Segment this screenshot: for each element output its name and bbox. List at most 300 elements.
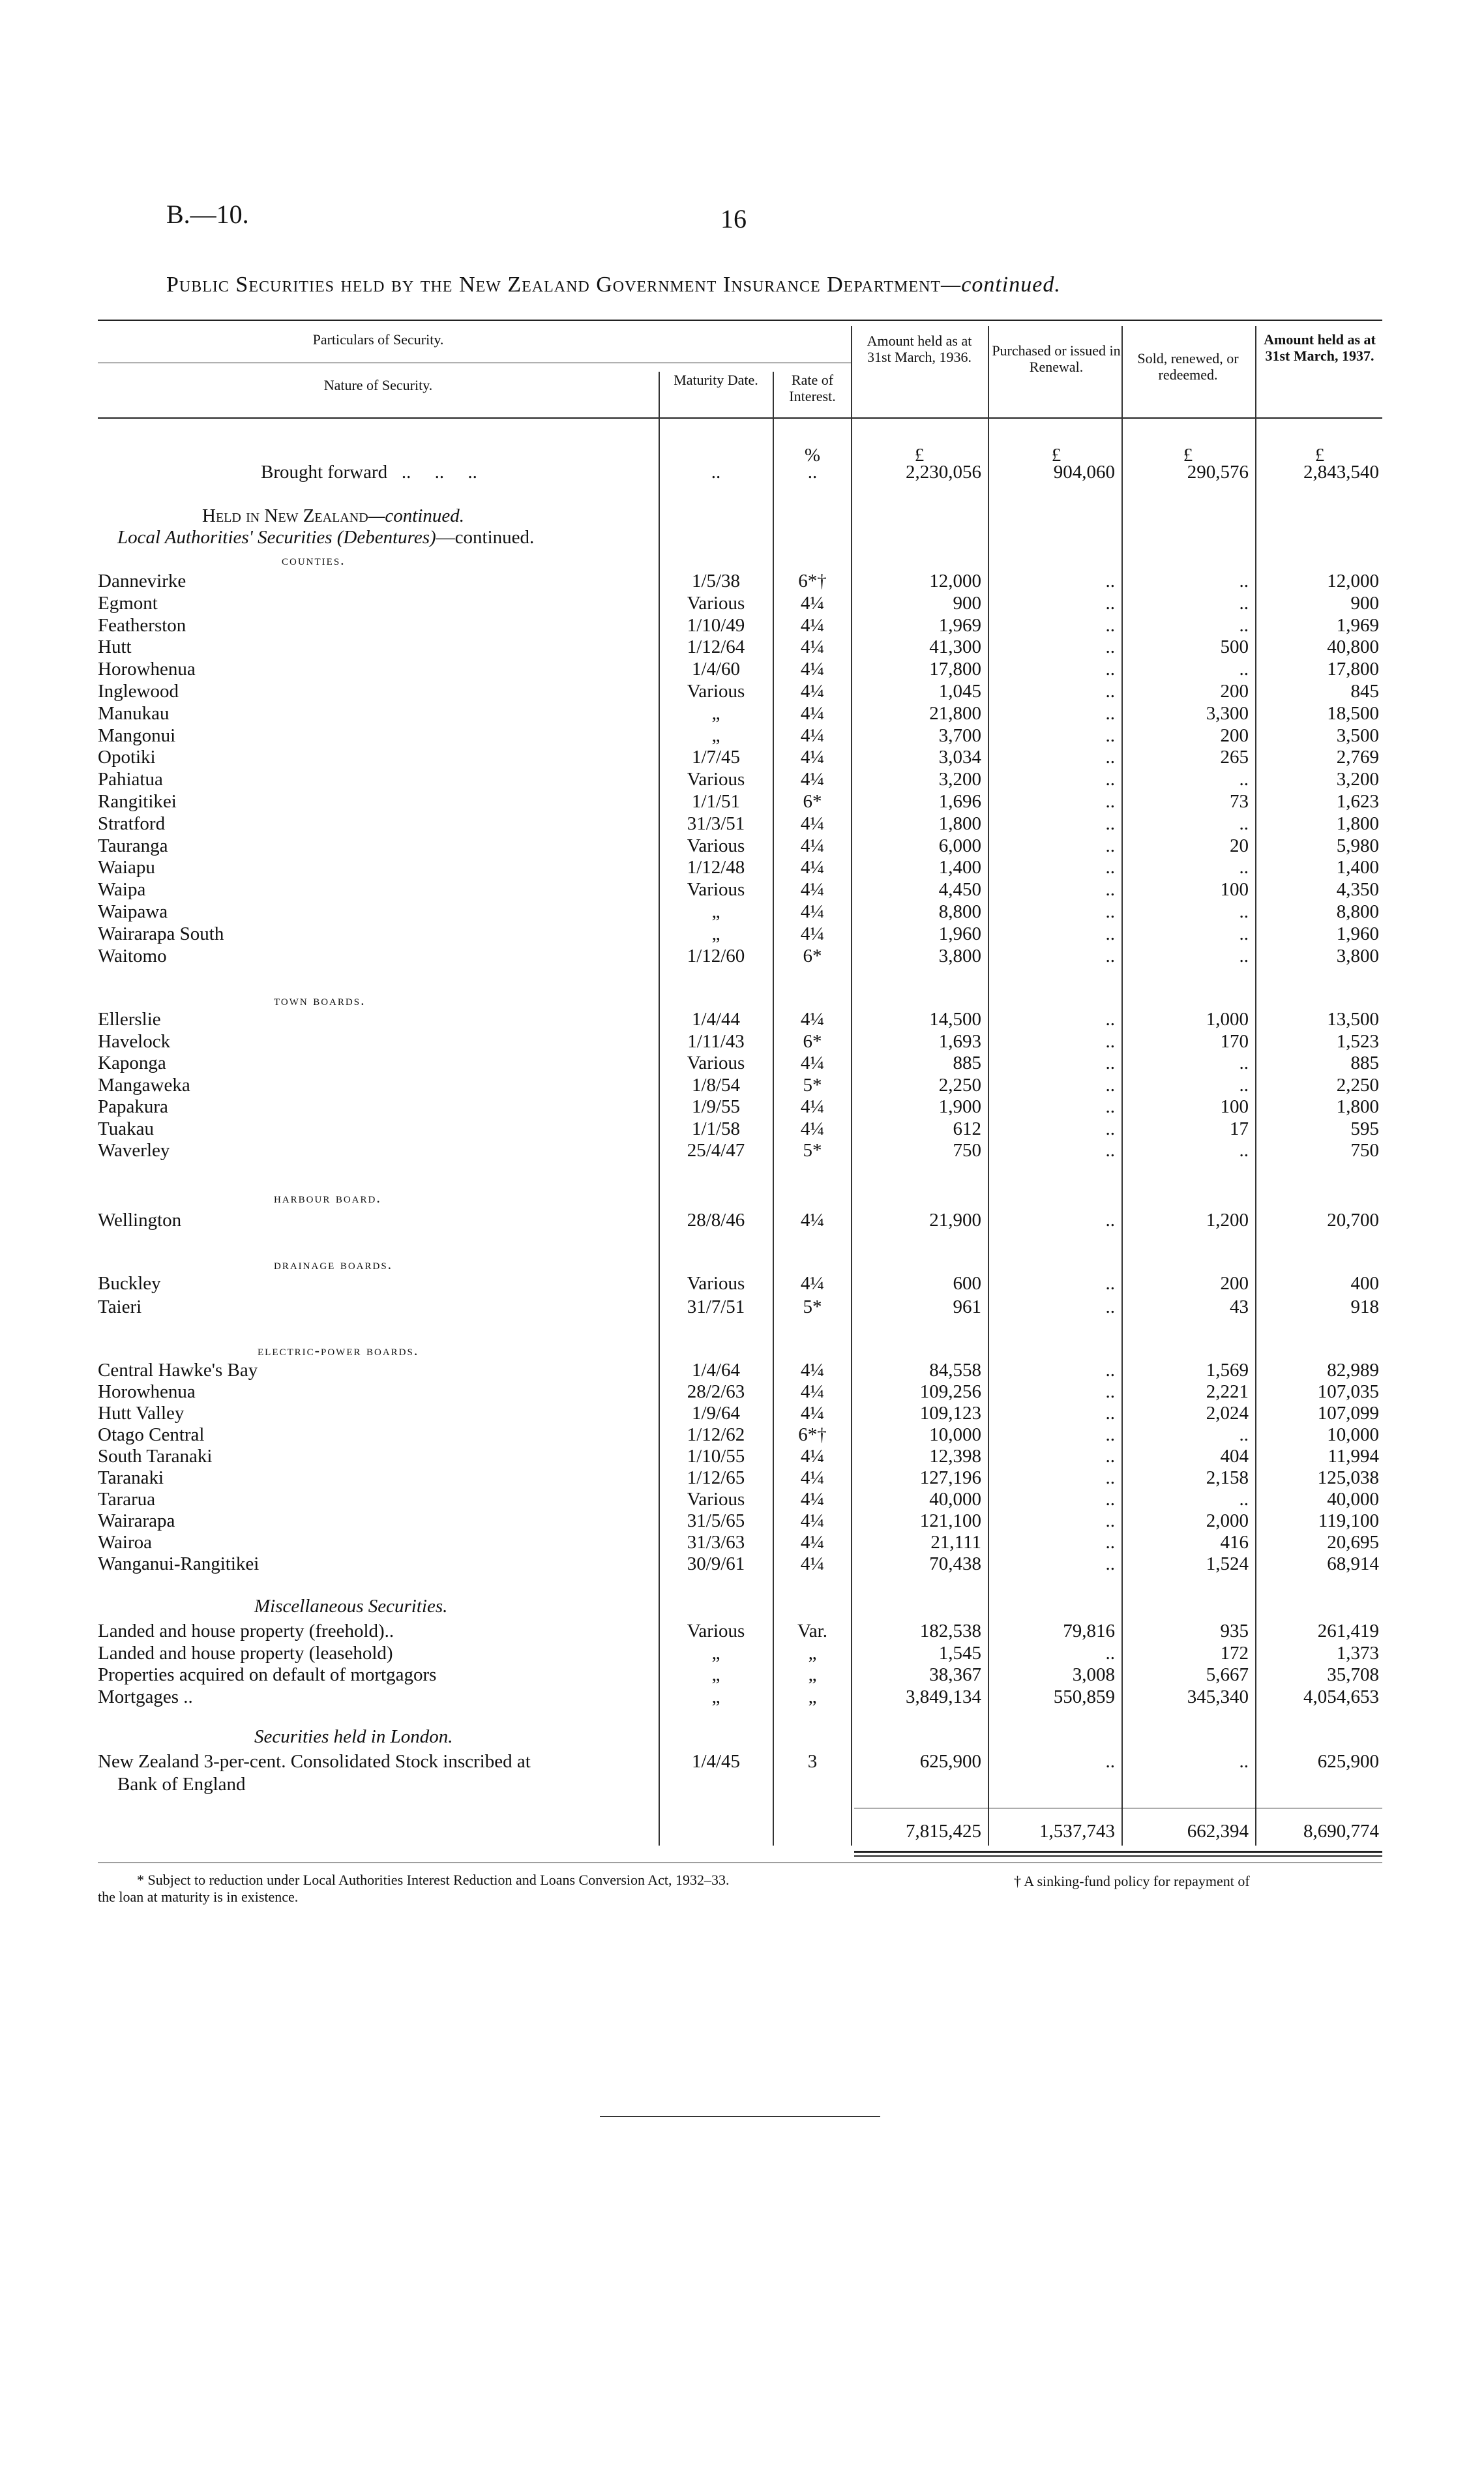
amount-1937-cell: 82,989 — [1327, 1360, 1379, 1381]
security-name-continued: Bank of England — [117, 1774, 246, 1795]
purchased-cell: .. — [1105, 636, 1115, 658]
amount-1936-cell: 38,367 — [929, 1664, 981, 1685]
purchased-cell: .. — [1105, 725, 1115, 746]
amount-1937-cell: 261,419 — [1317, 1621, 1379, 1641]
purchased-cell: .. — [1105, 1403, 1115, 1424]
rate-cell: 4¼ — [800, 1118, 825, 1139]
amount-1936-cell: 1,693 — [938, 1030, 981, 1052]
amount-1936-cell: 961 — [953, 1296, 981, 1317]
sold-cell: 345,340 — [1187, 1686, 1249, 1707]
rate-cell: 4¼ — [800, 835, 825, 856]
purchased-cell: .. — [1105, 857, 1115, 878]
amount-1936-cell: 1,960 — [938, 923, 981, 944]
unit-rate: % — [804, 445, 821, 466]
sold-cell: 200 — [1220, 681, 1249, 702]
rate-cell: 4¼ — [800, 1053, 825, 1073]
amount-1936-cell: 182,538 — [919, 1621, 981, 1641]
amount-1936-cell: 109,256 — [919, 1381, 981, 1402]
amount-1936-cell: 10,000 — [929, 1424, 981, 1445]
maturity-cell: Various — [687, 1489, 745, 1510]
purchased-cell: .. — [1105, 592, 1115, 614]
amount-1937-cell: 20,695 — [1327, 1532, 1379, 1553]
page-number: 16 — [720, 204, 747, 233]
sold-cell: 2,024 — [1206, 1403, 1249, 1424]
security-name: Mangonui — [98, 725, 176, 746]
purchased-cell: .. — [1105, 1467, 1115, 1488]
maturity-cell: „ — [711, 725, 720, 746]
maturity-cell: „ — [711, 1664, 720, 1685]
page-title-main: Public Securities held by the New Zealand Government Insurance Department — [166, 273, 942, 297]
purchased-cell: 550,859 — [1053, 1686, 1115, 1707]
security-name: Stratford — [98, 813, 166, 834]
rate-cell: 3 — [807, 1751, 818, 1772]
security-name: Landed and house property (leasehold) — [98, 1642, 393, 1664]
sold-cell: .. — [1239, 813, 1249, 834]
purchased-cell: .. — [1105, 1053, 1115, 1073]
maturity-cell: „ — [711, 923, 720, 944]
sold-cell: .. — [1239, 945, 1249, 966]
maturity-cell: 30/9/61 — [687, 1553, 745, 1574]
brought-forward-text: Brought forward — [261, 462, 388, 483]
amount-1937-cell: 2,250 — [1336, 1074, 1379, 1096]
rate-cell: 5* — [803, 1296, 822, 1317]
purchased-cell: 3,008 — [1072, 1664, 1115, 1685]
maturity-cell: Various — [687, 681, 745, 702]
purchased-cell: .. — [1105, 813, 1115, 834]
amount-1937-cell: 18,500 — [1327, 702, 1379, 724]
sold-cell: .. — [1239, 1074, 1249, 1096]
security-name: Hutt — [98, 636, 132, 658]
sold-cell: 20 — [1230, 835, 1249, 856]
purchased-cell: .. — [1105, 1446, 1115, 1467]
security-name: Pahiatua — [98, 769, 163, 790]
amount-1937-cell: 845 — [1350, 681, 1379, 702]
amount-1936-cell: 1,545 — [938, 1642, 981, 1664]
amount-1937-cell: 5,980 — [1336, 835, 1379, 856]
maturity-cell: 28/8/46 — [687, 1210, 745, 1231]
header-amount-1937: Amount held as at 31st March, 1937. — [1264, 331, 1376, 364]
sold-cell: 3,300 — [1206, 702, 1249, 724]
maturity-cell: 1/9/64 — [691, 1403, 741, 1424]
security-name: South Taranaki — [98, 1446, 213, 1467]
amount-1936-cell: 41,300 — [929, 636, 981, 658]
maturity-cell: 1/4/60 — [691, 659, 741, 680]
security-name: Buckley — [98, 1273, 161, 1294]
amount-1936-cell: 109,123 — [919, 1403, 981, 1424]
sold-cell: 1,200 — [1206, 1210, 1249, 1231]
security-name: Mangaweka — [98, 1074, 190, 1096]
header-amount-1936: Amount held as at 31st March, 1936. — [867, 333, 972, 365]
amount-1936-cell: 2,230,056 — [906, 462, 981, 483]
purchased-cell: 904,060 — [1053, 462, 1115, 483]
security-name: Ellerslie — [98, 1009, 161, 1030]
header-sold: Sold, renewed, or redeemed. — [1137, 350, 1239, 383]
amount-1936-cell: 2,250 — [938, 1074, 981, 1096]
security-name: Egmont — [98, 592, 158, 614]
amount-1937-cell: 3,800 — [1336, 945, 1379, 966]
amount-1936-cell: 121,100 — [919, 1510, 981, 1531]
unit-amount-1936: £ — [914, 445, 925, 466]
purchased-cell: .. — [1105, 769, 1115, 790]
purchased-cell: .. — [1105, 1074, 1115, 1096]
amount-1937-cell: 2,769 — [1336, 747, 1379, 768]
purchased-cell: .. — [1105, 1009, 1115, 1030]
header-purchased: Purchased or issued in Renewal. — [992, 342, 1121, 375]
amount-1937-cell: 20,700 — [1327, 1210, 1379, 1231]
local-auth-suffix: —continued. — [436, 527, 535, 548]
rate-cell: 4¼ — [800, 1381, 825, 1402]
sold-cell: .. — [1239, 901, 1249, 922]
sold-cell: 170 — [1220, 1030, 1249, 1052]
amount-1937-cell: 4,350 — [1336, 879, 1379, 901]
purchased-cell: .. — [1105, 1030, 1115, 1052]
purchased-cell: .. — [1105, 571, 1115, 592]
purchased-cell: .. — [1105, 747, 1115, 768]
purchased-cell: .. — [1105, 1510, 1115, 1531]
amount-1937-cell: 8,800 — [1336, 901, 1379, 922]
security-name: Havelock — [98, 1030, 171, 1052]
rate-cell: „ — [808, 1642, 817, 1664]
amount-1936-cell: 40,000 — [929, 1489, 981, 1510]
rate-cell: 4¼ — [800, 614, 825, 636]
amount-1936-cell: 625,900 — [919, 1751, 981, 1772]
amount-1937-cell: 107,099 — [1317, 1403, 1379, 1424]
rate-cell: 4¼ — [800, 1210, 825, 1231]
section-heading: counties. — [282, 552, 346, 568]
sold-cell: 43 — [1230, 1296, 1249, 1317]
sold-cell: 5,667 — [1206, 1664, 1249, 1685]
amount-1937-cell: 1,623 — [1336, 791, 1379, 812]
rate-cell: 4¼ — [800, 725, 825, 746]
header-maturity: Maturity Date. — [674, 372, 758, 388]
rate-cell: 4¼ — [800, 1446, 825, 1467]
local-auth-text: Local Authorities' Securities (Debentures) — [117, 527, 436, 548]
maturity-cell: 1/1/58 — [691, 1118, 741, 1139]
rate-cell: 4¼ — [800, 681, 825, 702]
security-name: Wanganui-Rangitikei — [98, 1553, 260, 1574]
security-name: Tararua — [98, 1489, 156, 1510]
amount-1936-cell: 21,800 — [929, 702, 981, 724]
maturity-cell: 28/2/63 — [687, 1381, 745, 1402]
sold-cell: 404 — [1220, 1446, 1249, 1467]
security-name: Wairarapa — [98, 1510, 175, 1531]
maturity-cell: Various — [687, 592, 745, 614]
rate-cell: 4¼ — [800, 1096, 825, 1117]
maturity-cell: 1/4/45 — [691, 1751, 741, 1772]
rate-cell: 4¼ — [800, 1467, 825, 1488]
security-name: Otago Central — [98, 1424, 205, 1445]
sold-cell: 200 — [1220, 1273, 1249, 1294]
section-heading: town boards. — [274, 992, 366, 1008]
header-nature: Nature of Security. — [323, 377, 433, 393]
rate-cell: 4¼ — [800, 1510, 825, 1531]
sold-cell: 73 — [1230, 791, 1249, 812]
maturity-cell: Various — [687, 835, 745, 856]
security-name: Mortgages .. — [98, 1686, 193, 1707]
security-name: Horowhenua — [98, 659, 196, 680]
purchased-cell: .. — [1105, 835, 1115, 856]
security-name: Inglewood — [98, 681, 179, 702]
sold-cell: 200 — [1220, 725, 1249, 746]
rate-cell: 6*† — [798, 571, 827, 592]
amount-1936-cell: 21,111 — [930, 1532, 981, 1553]
purchased-cell: .. — [1105, 923, 1115, 944]
amount-1937-cell: 10,000 — [1327, 1424, 1379, 1445]
security-name: Hutt Valley — [98, 1403, 185, 1424]
purchased-cell: .. — [1105, 1642, 1115, 1664]
maturity-cell: 1/12/62 — [687, 1424, 745, 1445]
amount-1936-cell: 900 — [953, 592, 981, 614]
amount-1937-cell: 400 — [1350, 1273, 1379, 1294]
amount-1937-cell: 3,500 — [1336, 725, 1379, 746]
unit-sold: £ — [1183, 445, 1193, 466]
purchased-cell: .. — [1105, 1096, 1115, 1117]
rate-cell: 4¼ — [800, 923, 825, 944]
sold-cell: 100 — [1220, 879, 1249, 901]
purchased-cell: .. — [1105, 1751, 1115, 1772]
security-name: Taieri — [98, 1296, 142, 1317]
sold-cell: .. — [1239, 923, 1249, 944]
amount-1937-cell: 107,035 — [1317, 1381, 1379, 1402]
sold-cell: .. — [1239, 1140, 1249, 1161]
amount-1937-cell: 2,843,540 — [1303, 462, 1379, 483]
amount-1936-cell: 17,800 — [929, 659, 981, 680]
rate-cell: 4¼ — [800, 1009, 825, 1030]
amount-1937-cell: 1,373 — [1336, 1642, 1379, 1664]
amount-1937-cell: 12,000 — [1327, 571, 1379, 592]
amount-1937-cell: 40,800 — [1327, 636, 1379, 658]
amount-1937-cell: 11,994 — [1328, 1446, 1379, 1467]
amount-1937-cell: 918 — [1350, 1296, 1379, 1317]
sold-cell: .. — [1239, 1424, 1249, 1445]
maturity-cell: 1/10/55 — [687, 1446, 745, 1467]
page-title — [166, 273, 1061, 297]
maturity-cell: „ — [711, 1686, 720, 1707]
amount-1937-cell: 35,708 — [1327, 1664, 1379, 1685]
maturity-cell: 1/7/45 — [691, 747, 741, 768]
amount-1937-cell: 900 — [1350, 592, 1379, 614]
rate-cell: 4¼ — [800, 1532, 825, 1553]
rate-cell: 6* — [803, 945, 822, 966]
document-reference: B.—10. — [166, 200, 249, 229]
section-heading: Miscellaneous Securities. — [254, 1596, 448, 1617]
footnote-star: * Subject to reduction under Local Authorities Interest Reduction and Loans Conversion Act, 1932–33. — [137, 1872, 730, 1888]
rate-cell: 4¼ — [800, 1273, 825, 1294]
totals-double-rule — [854, 1851, 1382, 1853]
security-name: Papakura — [98, 1096, 168, 1117]
total-amount-1936: 7,815,425 — [906, 1821, 981, 1842]
section-heading: Securities held in London. — [254, 1726, 453, 1747]
sold-cell: 100 — [1220, 1096, 1249, 1117]
rate-cell: 4¼ — [800, 659, 825, 680]
amount-1936-cell: 12,000 — [929, 571, 981, 592]
security-name: Wellington — [98, 1210, 182, 1231]
rate-cell: 4¼ — [800, 1360, 825, 1381]
local-authorities-heading — [117, 527, 534, 548]
rate-cell: .. — [807, 462, 818, 483]
sold-cell: 2,000 — [1206, 1510, 1249, 1531]
purchased-cell: .. — [1105, 1118, 1115, 1139]
maturity-cell: 1/12/60 — [687, 945, 745, 966]
maturity-cell: Various — [687, 879, 745, 901]
security-name: Dannevirke — [98, 571, 186, 592]
totals-double-rule — [854, 1855, 1382, 1857]
amount-1936-cell: 70,438 — [929, 1553, 981, 1574]
amount-1937-cell: 125,038 — [1317, 1467, 1379, 1488]
held-nz-heading — [202, 505, 464, 527]
sold-cell: 1,000 — [1206, 1009, 1249, 1030]
security-name: Wairarapa South — [98, 923, 224, 944]
sold-cell: 17 — [1230, 1118, 1249, 1139]
security-name: Rangitikei — [98, 791, 177, 812]
rate-cell: 6* — [803, 791, 822, 812]
rate-cell: 6* — [803, 1030, 822, 1052]
amount-1936-cell: 750 — [953, 1140, 981, 1161]
maturity-cell: 1/1/51 — [691, 791, 741, 812]
amount-1936-cell: 8,800 — [938, 901, 981, 922]
rate-cell: 4¼ — [800, 636, 825, 658]
maturity-cell: „ — [711, 901, 720, 922]
table-top-rule — [98, 320, 1382, 321]
maturity-cell: 1/5/38 — [691, 571, 741, 592]
maturity-cell: 1/9/55 — [691, 1096, 741, 1117]
security-name: Manukau — [98, 702, 170, 724]
amount-1936-cell: 3,200 — [938, 769, 981, 790]
sold-cell: .. — [1239, 857, 1249, 878]
amount-1937-cell: 625,900 — [1317, 1751, 1379, 1772]
rate-cell: „ — [808, 1664, 817, 1685]
security-name: Featherston — [98, 614, 186, 636]
sold-cell: 265 — [1220, 747, 1249, 768]
rate-cell: 6*† — [798, 1424, 827, 1445]
amount-1937-cell: 1,800 — [1336, 813, 1379, 834]
security-name: Properties acquired on default of mortgagors — [98, 1664, 437, 1685]
amount-1936-cell: 1,045 — [938, 681, 981, 702]
page-title-suffix: —continued. — [941, 273, 1061, 297]
purchased-cell: .. — [1105, 1140, 1115, 1161]
amount-1937-cell: 1,969 — [1336, 614, 1379, 636]
amount-1937-cell: 68,914 — [1327, 1553, 1379, 1574]
sold-cell: .. — [1239, 1751, 1249, 1772]
sold-cell: .. — [1239, 1053, 1249, 1073]
amount-1936-cell: 6,000 — [938, 835, 981, 856]
purchased-cell: .. — [1105, 1360, 1115, 1381]
sold-cell: 290,576 — [1187, 462, 1249, 483]
brought-forward-label: Brought forward .. .. .. — [261, 462, 477, 483]
security-name: Kaponga — [98, 1053, 166, 1073]
amount-1936-cell: 3,849,134 — [906, 1686, 981, 1707]
purchased-cell: .. — [1105, 879, 1115, 901]
amount-1937-cell: 17,800 — [1327, 659, 1379, 680]
purchased-cell: .. — [1105, 1532, 1115, 1553]
maturity-cell: 31/3/63 — [687, 1532, 745, 1553]
rate-cell: 4¼ — [800, 747, 825, 768]
purchased-cell: .. — [1105, 659, 1115, 680]
maturity-cell: „ — [711, 702, 720, 724]
sold-cell: 935 — [1220, 1621, 1249, 1641]
amount-1936-cell: 1,900 — [938, 1096, 981, 1117]
security-name: Horowhenua — [98, 1381, 196, 1402]
purchased-cell: .. — [1105, 945, 1115, 966]
unit-purchased: £ — [1051, 445, 1061, 466]
rate-cell: 5* — [803, 1074, 822, 1096]
sold-cell: .. — [1239, 1489, 1249, 1510]
amount-1936-cell: 885 — [953, 1053, 981, 1073]
rate-cell: 4¼ — [800, 702, 825, 724]
rate-cell: Var. — [797, 1621, 827, 1641]
maturity-cell: 1/11/43 — [687, 1030, 745, 1052]
maturity-cell: Various — [687, 769, 745, 790]
sold-cell: 2,158 — [1206, 1467, 1249, 1488]
amount-1937-cell: 4,054,653 — [1303, 1686, 1379, 1707]
held-nz-suffix: —continued. — [368, 505, 465, 526]
amount-1936-cell: 612 — [953, 1118, 981, 1139]
sold-cell: .. — [1239, 614, 1249, 636]
amount-1937-cell: 750 — [1350, 1140, 1379, 1161]
maturity-cell: 1/12/65 — [687, 1467, 745, 1488]
amount-1936-cell: 3,700 — [938, 725, 981, 746]
amount-1937-cell: 1,800 — [1336, 1096, 1379, 1117]
purchased-cell: .. — [1105, 1296, 1115, 1317]
amount-1937-cell: 1,400 — [1336, 857, 1379, 878]
rate-cell: „ — [808, 1686, 817, 1707]
security-name: Taranaki — [98, 1467, 164, 1488]
purchased-cell: .. — [1105, 901, 1115, 922]
sold-cell: .. — [1239, 659, 1249, 680]
purchased-cell: .. — [1105, 1273, 1115, 1294]
purchased-cell: .. — [1105, 1553, 1115, 1574]
purchased-cell: .. — [1105, 1210, 1115, 1231]
purchased-cell: .. — [1105, 614, 1115, 636]
security-name: Waverley — [98, 1140, 170, 1161]
amount-1937-cell: 1,960 — [1336, 923, 1379, 944]
purchased-cell: .. — [1105, 1424, 1115, 1445]
held-nz-text: Held in New Zealand — [202, 505, 368, 526]
amount-1936-cell: 4,450 — [938, 879, 981, 901]
sold-cell: 1,569 — [1206, 1360, 1249, 1381]
maturity-cell: Various — [687, 1053, 745, 1073]
security-name: Landed and house property (freehold).. — [98, 1621, 394, 1641]
footnote-dagger-continued: the loan at maturity is in existence. — [98, 1889, 299, 1905]
security-name: Waiapu — [98, 857, 155, 878]
maturity-cell: 1/4/64 — [691, 1360, 741, 1381]
rate-cell: 4¼ — [800, 901, 825, 922]
sold-cell: .. — [1239, 592, 1249, 614]
purchased-cell: .. — [1105, 702, 1115, 724]
section-heading: electric-power boards. — [258, 1342, 419, 1358]
rate-cell: 4¼ — [800, 1489, 825, 1510]
security-name: Waitomo — [98, 945, 167, 966]
maturity-cell: 1/10/49 — [687, 614, 745, 636]
amount-1936-cell: 3,034 — [938, 747, 981, 768]
maturity-cell: 1/8/54 — [691, 1074, 741, 1096]
amount-1936-cell: 84,558 — [929, 1360, 981, 1381]
maturity-cell: Various — [687, 1621, 745, 1641]
security-name: Opotiki — [98, 747, 156, 768]
maturity-cell: 1/12/48 — [687, 857, 745, 878]
security-name: Central Hawke's Bay — [98, 1360, 258, 1381]
security-name: Tauranga — [98, 835, 168, 856]
sold-cell: 1,524 — [1206, 1553, 1249, 1574]
rate-cell: 4¼ — [800, 857, 825, 878]
sold-cell: 500 — [1220, 636, 1249, 658]
total-sold: 662,394 — [1187, 1821, 1249, 1842]
amount-1936-cell: 1,969 — [938, 614, 981, 636]
security-name: New Zealand 3-per-cent. Consolidated Stock inscribed at — [98, 1751, 531, 1772]
amount-1936-cell: 127,196 — [919, 1467, 981, 1488]
amount-1936-cell: 1,400 — [938, 857, 981, 878]
rate-cell: 4¼ — [800, 813, 825, 834]
